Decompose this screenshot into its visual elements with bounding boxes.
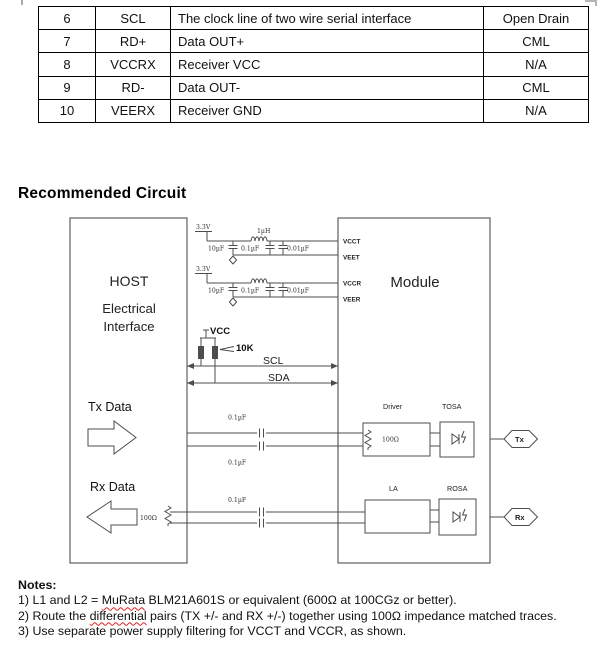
tx-port-label: Tx	[515, 435, 524, 444]
arrowhead-icon	[331, 363, 338, 369]
tx-data-label: Tx Data	[88, 400, 132, 414]
notes-heading: Notes:	[18, 578, 57, 592]
module-pin-vcct: VCCT	[343, 238, 361, 246]
inductor-icon	[251, 279, 267, 283]
cap-value: 0.01µF	[287, 245, 310, 253]
pin-number-cell: 7	[39, 30, 96, 53]
note-text: BLM21A601S or equivalent (600Ω at 100CGz or better).	[145, 593, 457, 608]
pin-name-cell: VCCRX	[96, 53, 171, 76]
pin-description-cell: The clock line of two wire serial interface	[171, 7, 484, 30]
driver-term-value: 100Ω	[382, 436, 399, 444]
note-text: 2) Route the	[18, 608, 90, 623]
pin-type-cell: CML	[484, 76, 589, 99]
pin-type-cell: Open Drain	[484, 7, 589, 30]
module-box	[338, 218, 490, 563]
pin-type-cell: N/A	[484, 53, 589, 76]
host-subtitle-2: Interface	[103, 319, 155, 334]
arrowhead-icon	[331, 380, 338, 386]
series-cap-icon	[260, 508, 264, 517]
rx-term-value: 100Ω	[140, 515, 157, 522]
power-filter-tx	[195, 224, 360, 264]
host-box	[70, 218, 187, 563]
pin-type-cell: CML	[484, 30, 589, 53]
inductor-icon	[251, 237, 267, 241]
pullup-resistor-icon	[198, 346, 204, 359]
host-title: HOST	[109, 273, 149, 289]
cap-value: 0.01µF	[287, 287, 310, 295]
vcc-label: VCC	[210, 326, 231, 337]
rx-port-label: Rx	[515, 513, 525, 522]
pin-description-cell: Receiver GND	[171, 99, 484, 122]
misspelled-word: MuRata	[101, 593, 146, 608]
rx-cap-value: 0.1µF	[228, 497, 247, 504]
cap-value: 10µF	[208, 287, 225, 295]
series-cap-icon	[260, 519, 264, 528]
driver-label: Driver	[383, 402, 403, 411]
capacitor-icon	[266, 283, 275, 297]
module-pin-vccr: VCCR	[343, 280, 362, 288]
note-line-2	[18, 609, 604, 624]
arrowhead-icon	[187, 363, 194, 369]
pin-description-cell: Receiver VCC	[171, 53, 484, 76]
host-subtitle-1: Electrical	[102, 301, 156, 316]
rail2-voltage-label: 3.3V	[196, 266, 211, 273]
pin-type-cell: N/A	[484, 99, 589, 122]
pullup-resistor-icon	[212, 346, 218, 359]
i2c-section	[187, 326, 338, 386]
rail1-voltage-label: 3.3V	[196, 224, 211, 231]
notes-block	[18, 578, 604, 639]
capacitor-icon	[266, 241, 275, 255]
ground-icon	[229, 298, 236, 306]
sda-label: SDA	[268, 372, 290, 384]
pin-description-cell: Data OUT-	[171, 76, 484, 99]
module-pin-veet: VEET	[343, 254, 360, 262]
misspelled-word: differential	[89, 608, 147, 623]
pin-number-cell: 10	[39, 99, 96, 122]
rosa-label: ROSA	[447, 484, 468, 493]
series-cap-icon	[260, 429, 264, 438]
rx-data-label: Rx Data	[90, 480, 136, 494]
capacitor-icon	[229, 283, 238, 297]
cap-value: 0.1µF	[241, 245, 260, 253]
pointer-lines	[220, 347, 234, 352]
tosa-label: TOSA	[442, 402, 462, 411]
ground-icon	[229, 256, 236, 264]
tx-cap-top-value: 0.1µF	[228, 414, 247, 422]
power-filter-rx	[195, 266, 361, 306]
pin-name-cell: RD-	[96, 76, 171, 99]
cap-value: 0.1µF	[241, 287, 260, 295]
pin-number-cell: 6	[39, 7, 96, 30]
arrowhead-icon	[187, 380, 194, 386]
inductor-value: 1µH	[257, 228, 271, 235]
pin-number-cell: 8	[39, 53, 96, 76]
pullup-value: 10K	[236, 343, 254, 354]
la-label: LA	[389, 484, 398, 493]
pin-description-cell: Data OUT+	[171, 30, 484, 53]
series-cap-icon	[260, 442, 264, 451]
section-heading: Recommended Circuit	[18, 185, 187, 202]
tx-cap-bottom-value: 0.1µF	[228, 459, 247, 467]
pin-number-cell: 9	[39, 76, 96, 99]
pin-name-cell: SCL	[96, 7, 171, 30]
note-text: 1) L1 and L2 =	[18, 593, 102, 608]
pin-name-cell: VEERX	[96, 99, 171, 122]
note-line-1	[18, 593, 604, 608]
module-pin-veer: VEER	[343, 296, 361, 304]
capacitor-icon	[229, 241, 238, 255]
cap-value: 10µF	[208, 245, 225, 253]
module-title: Module	[390, 274, 440, 291]
note-line-3: 3) Use separate power supply filtering for VCCT and VCCR, as shown.	[18, 623, 407, 638]
note-text: pairs (TX +/- and RX +/-) together using 100Ω impedance matched traces.	[146, 608, 557, 623]
scl-label: SCL	[263, 355, 284, 367]
pin-name-cell: RD+	[96, 30, 171, 53]
